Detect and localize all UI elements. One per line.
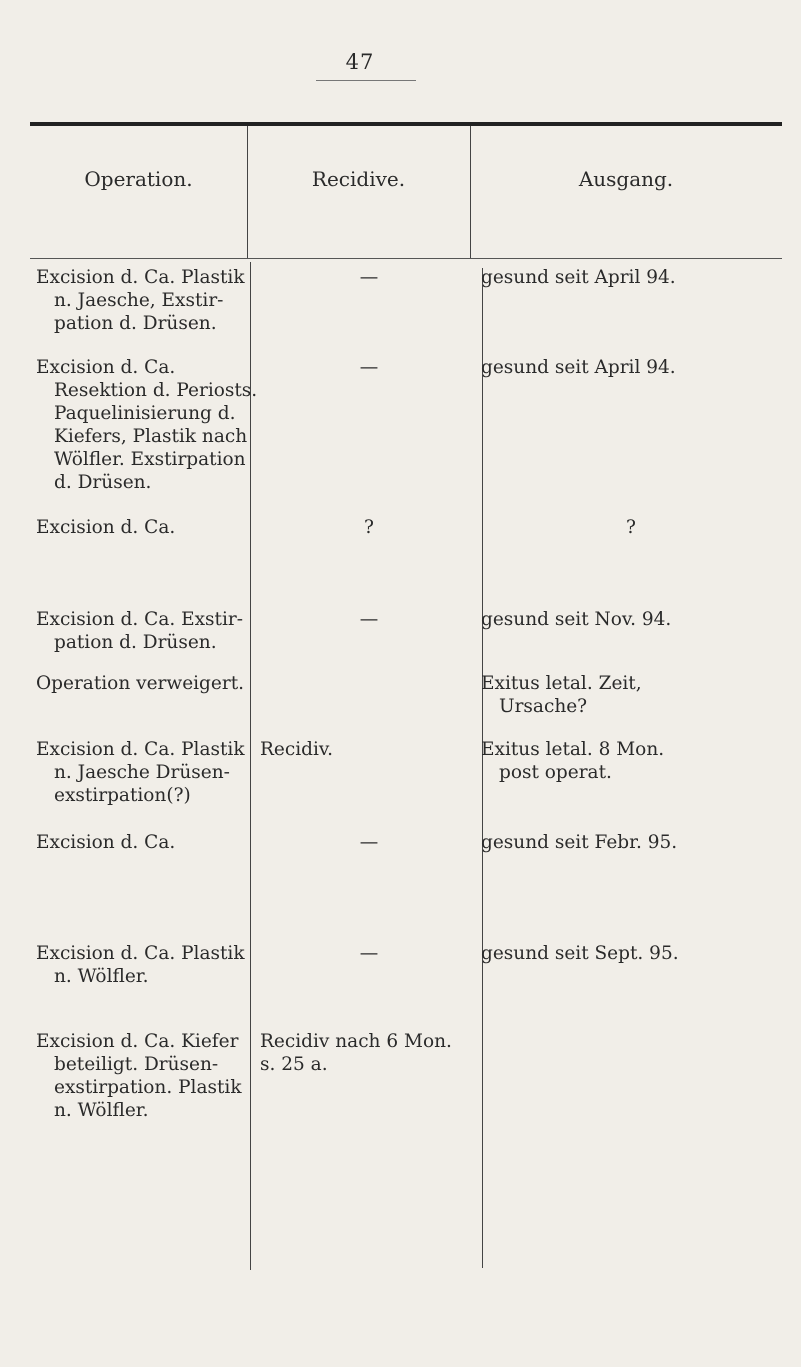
table-header-rule	[30, 258, 782, 259]
row-7-ausgang: gesund seit Febr. 95.	[481, 832, 678, 853]
row-6-ausgang: Exitus letal. 8 Mon. post operat.	[481, 739, 665, 783]
row-1-ausgang: gesund seit April 94.	[481, 267, 676, 288]
row-4-operation: Excision d. Ca. Exstir- pation d. Drüsen.	[36, 609, 243, 653]
row-8-operation: Excision d. Ca. Plastik n. Wölfler.	[36, 943, 245, 987]
row-5-operation: Operation verweigert.	[36, 673, 245, 694]
row-1-operation: Excision d. Ca. Plastik n. Jaesche, Exstir- pation d. Drüsen.	[36, 267, 245, 334]
page-number-rule	[316, 80, 416, 81]
header-separator-2	[470, 126, 471, 258]
header-operation: Operation.	[84, 167, 193, 191]
header-ausgang: Ausgang.	[578, 167, 674, 191]
row-5-ausgang: Exitus letal. Zeit, Ursache?	[481, 673, 642, 717]
row-3-ausgang: ?	[626, 517, 636, 538]
row-2-recidive: —	[359, 357, 379, 378]
row-3-recidive: ?	[364, 517, 374, 538]
row-2-ausgang: gesund seit April 94.	[481, 357, 676, 378]
row-6-recidive: Recidiv.	[260, 739, 334, 760]
row-9-recidive: Recidiv nach 6 Mon. s. 25 a.	[260, 1031, 452, 1075]
row-8-ausgang: gesund seit Sept. 95.	[481, 943, 679, 964]
row-8-recidive: —	[359, 943, 379, 964]
header-recidive: Recidive.	[311, 167, 406, 191]
row-2-operation: Excision d. Ca. Resektion d. Periosts. Paquelinisierung d. Kiefers, Plastik nach Wölfler. Exstirpation d. Drüsen.	[36, 357, 258, 493]
page-number: 47	[345, 50, 375, 74]
row-1-recidive: —	[359, 267, 379, 288]
row-3-operation: Excision d. Ca.	[36, 517, 176, 538]
column-separator-1	[250, 262, 251, 1270]
header-separator-1	[247, 126, 248, 258]
table-top-rule	[30, 122, 782, 126]
row-7-recidive: —	[359, 832, 379, 853]
row-6-operation: Excision d. Ca. Plastik n. Jaesche Drüsen- exstirpation(?)	[36, 739, 245, 806]
row-4-recidive: —	[359, 609, 379, 630]
row-7-operation: Excision d. Ca.	[36, 832, 176, 853]
row-9-operation: Excision d. Ca. Kiefer beteiligt. Drüsen- exstirpation. Plastik n. Wölfler.	[36, 1031, 242, 1121]
row-4-ausgang: gesund seit Nov. 94.	[481, 609, 672, 630]
